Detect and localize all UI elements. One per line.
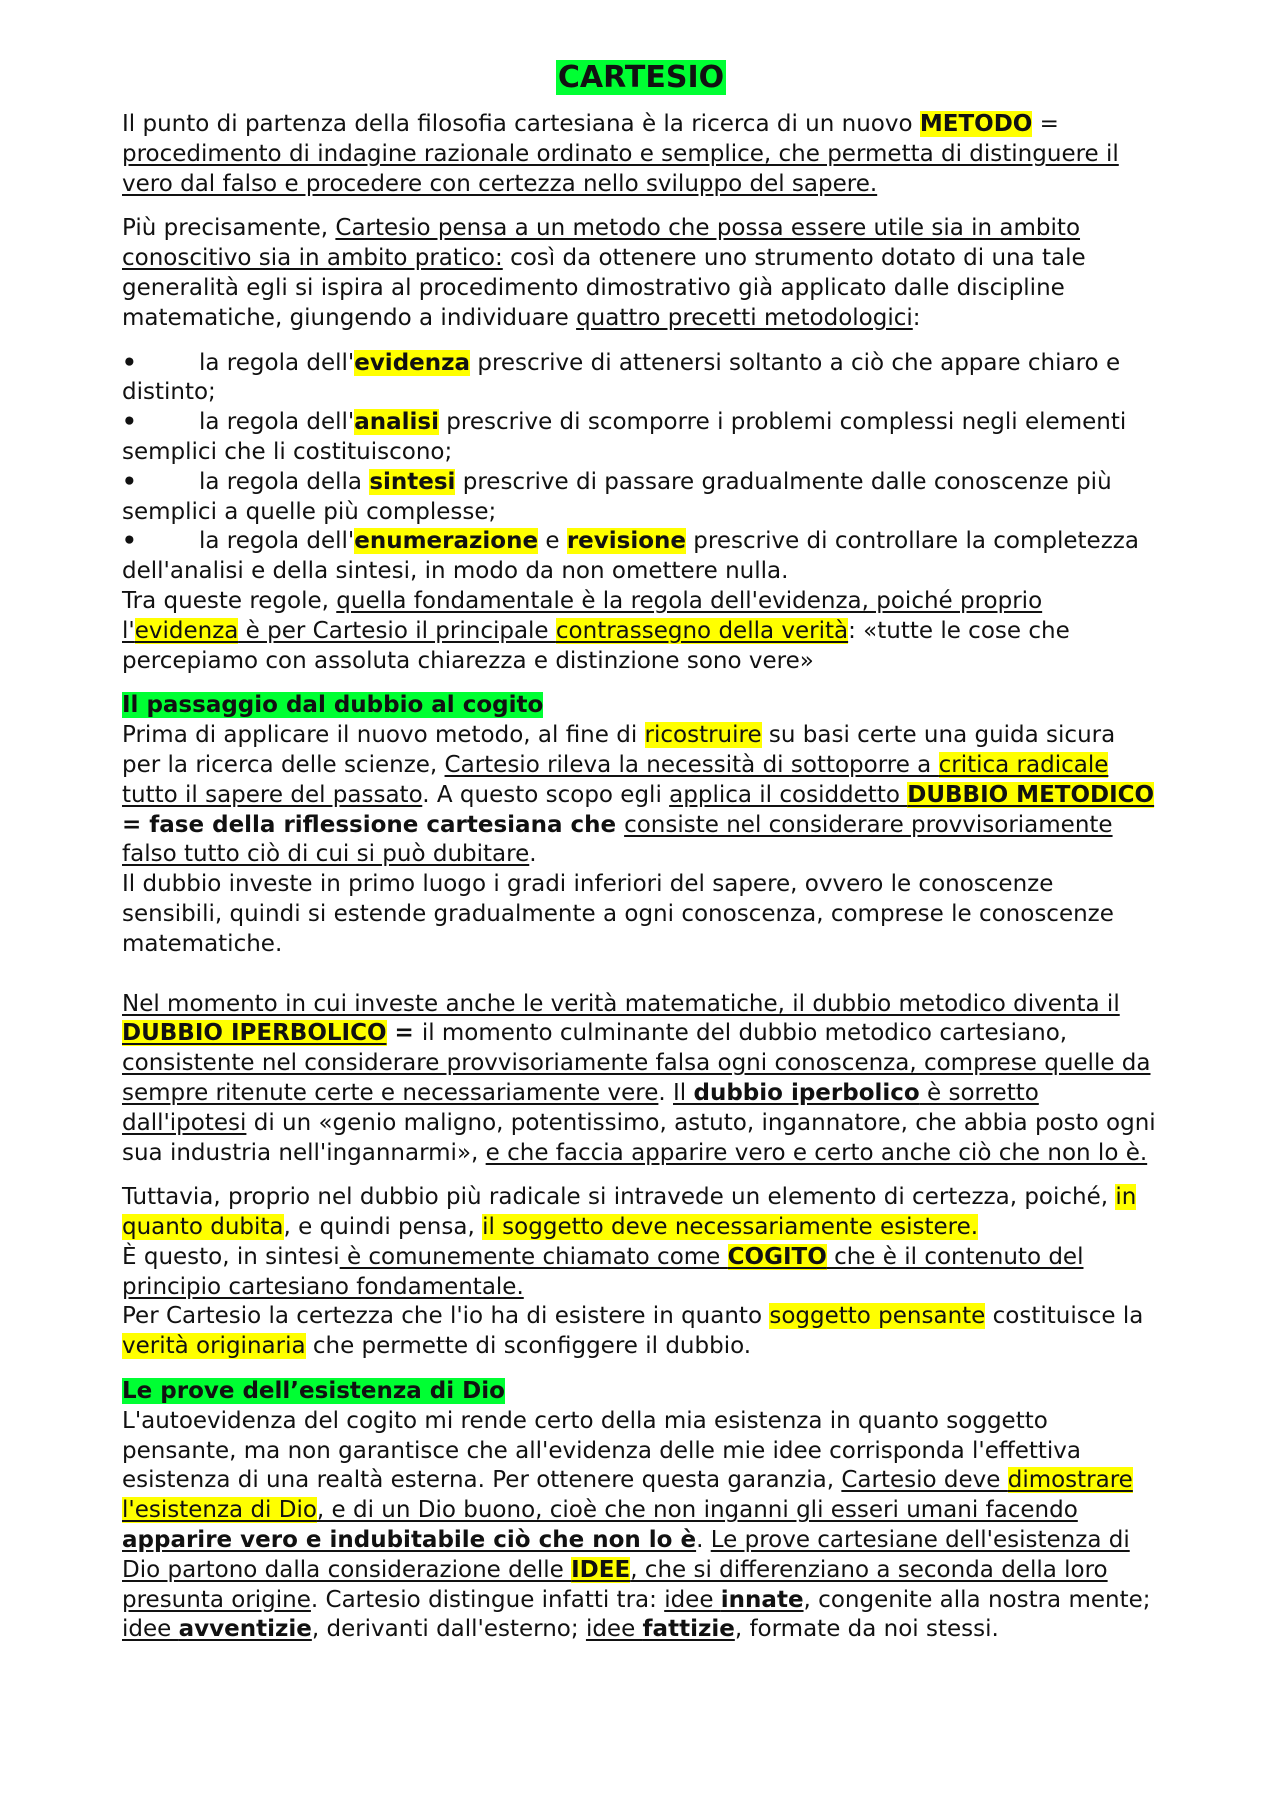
rule-enumerazione: • la regola dell'enumerazione e revisione prescrive di controllare la completezza dell'analisi e della sintesi, in modo da non omettere nulla. [122, 528, 1139, 585]
blank-line [122, 960, 1160, 990]
prove-dio-paragraph: L'autoevidenza del cogito mi rende certo della mia esistenza in quanto soggetto pensante, ma non garantisce che all'evidenza delle mie idee corrisponda l'effettiva esistenza di una realtà esterna. Per ottenere questa garanzia, Cartesio deve dimostrare l'esistenza di Dio, e di un Dio buono, cioè che non inganni gli esseri umani facendo apparire vero e indubitabile ciò che non lo è. Le prove cartesiane dell'esistenza di Dio partono dalla considerazione delle IDEE, che si differenziano a seconda della loro presunta origine. Cartesio distingue infatti tra: idee innate, congenite alla nostra mente; idee avventizie, derivanti dall'esterno; idee fattizie, formate da noi stessi. [122, 1407, 1151, 1643]
intro-paragraph: Il punto di partenza della filosofia cartesiana è la ricerca di un nuovo METODO = procedimento di indagine razionale ordinato e semplice, che permetta di distinguere il vero dal falso e procedere con certezza nello sviluppo del sapere. [122, 111, 1119, 197]
document-title: CARTESIO [557, 60, 725, 95]
rule-evidenza: • la regola dell'evidenza prescrive di attenersi soltanto a ciò che appare chiaro e distinto; [122, 349, 1121, 406]
dubbio-gradi-paragraph: Il dubbio investe in primo luogo i gradi inferiori del sapere, ovvero le conoscenze sensibili, quindi si estende gradualmente a ogni conoscenza, comprese le conoscenze matematiche. [122, 871, 1114, 957]
term-metodo: METODO [919, 111, 1033, 137]
bullet-icon: • [122, 349, 137, 376]
method-paragraph: Più precisamente, Cartesio pensa a un metodo che possa essere utile sia in ambito conoscitivo sia in ambito pratico: così da ottenere uno strumento dotato di una tale generalità egli si ispira al procedimento dimostrativo già applicato dalle discipline matematiche, giungendo a individuare quattro precetti metodologici: [122, 215, 1086, 331]
term-dubbio-iperbolico: DUBBIO IPERBOLICO [122, 1020, 387, 1047]
rule-analisi: • la regola dell'analisi prescrive di scomporre i problemi complessi negli elementi semplici che li costituiscono; [122, 409, 1127, 465]
section-heading-dubbio: Il passaggio dal dubbio al cogito [122, 692, 544, 719]
term-dubbio-metodico: DUBBIO METODICO [907, 781, 1155, 808]
rules-list [122, 349, 1160, 587]
cogito-paragraph: Tuttavia, proprio nel dubbio più radicale si intravede un elemento di certezza, poiché, in quanto dubita, e quindi pensa, il soggetto deve necessariamente esistere. È questo, in sintesi è comunemente chiamato come COGITO che è il contenuto del principio cartesiano fondamentale. Per Cartesio la certezza che l'io ha di esistere in quanto soggetto pensante costituisce la verità originaria che permette di sconfiggere il dubbio. [122, 1184, 1144, 1360]
dubbio-metodico-paragraph: Prima di applicare il nuovo metodo, al fine di ricostruire su basi certe una guida sicura per la ricerca delle scienze, Cartesio rileva la necessità di sottoporre a critica radicale tutto il sapere del passato. A questo scopo egli applica il cosiddetto DUBBIO METODICO = fase della riflessione cartesiana che consiste nel considerare provvisoriamente falso tutto ciò di cui si può dubitare. [122, 722, 1155, 868]
rule-sintesi: • la regola della sintesi prescrive di passare gradualmente dalle conoscenze più semplici a quelle più complesse; [122, 468, 1112, 525]
term-cogito: COGITO [727, 1243, 827, 1270]
term-idee: IDEE [571, 1556, 631, 1583]
dubbio-iperbolico-paragraph: Nel momento in cui investe anche le verità matematiche, il dubbio metodico diventa il DUBBIO IPERBOLICO = il momento culminante del dubbio metodico cartesiano, consistente nel considerare provvisoriamente falsa ogni conoscenza, comprese quelle da sempre ritenute certe e necessariamente vere. Il dubbio iperbolico è sorretto dall'ipotesi di un «genio maligno, potentissimo, astuto, ingannatore, che abbia posto ogni sua industria nell'ingannarmi», e che faccia apparire vero e certo anche ciò che non lo è. [122, 990, 1156, 1166]
bullet-icon: • [122, 409, 137, 436]
evidenza-paragraph: Tra queste regole, quella fondamentale è la regola dell'evidenza, poiché proprio l'evidenza è per Cartesio il principale contrassegno della verità: «tutte le cose che percepiamo con assoluta chiarezza e distinzione sono vere» [122, 587, 1070, 674]
metodo-definition: procedimento di indagine razionale ordinato e semplice, che permetta di distinguere il vero dal falso e procedere con certezza nello sviluppo del sapere. [122, 140, 1119, 197]
bullet-icon: • [122, 528, 137, 555]
bullet-icon: • [122, 468, 137, 495]
section-heading-dio: Le prove dell’esistenza di Dio [122, 1378, 505, 1405]
